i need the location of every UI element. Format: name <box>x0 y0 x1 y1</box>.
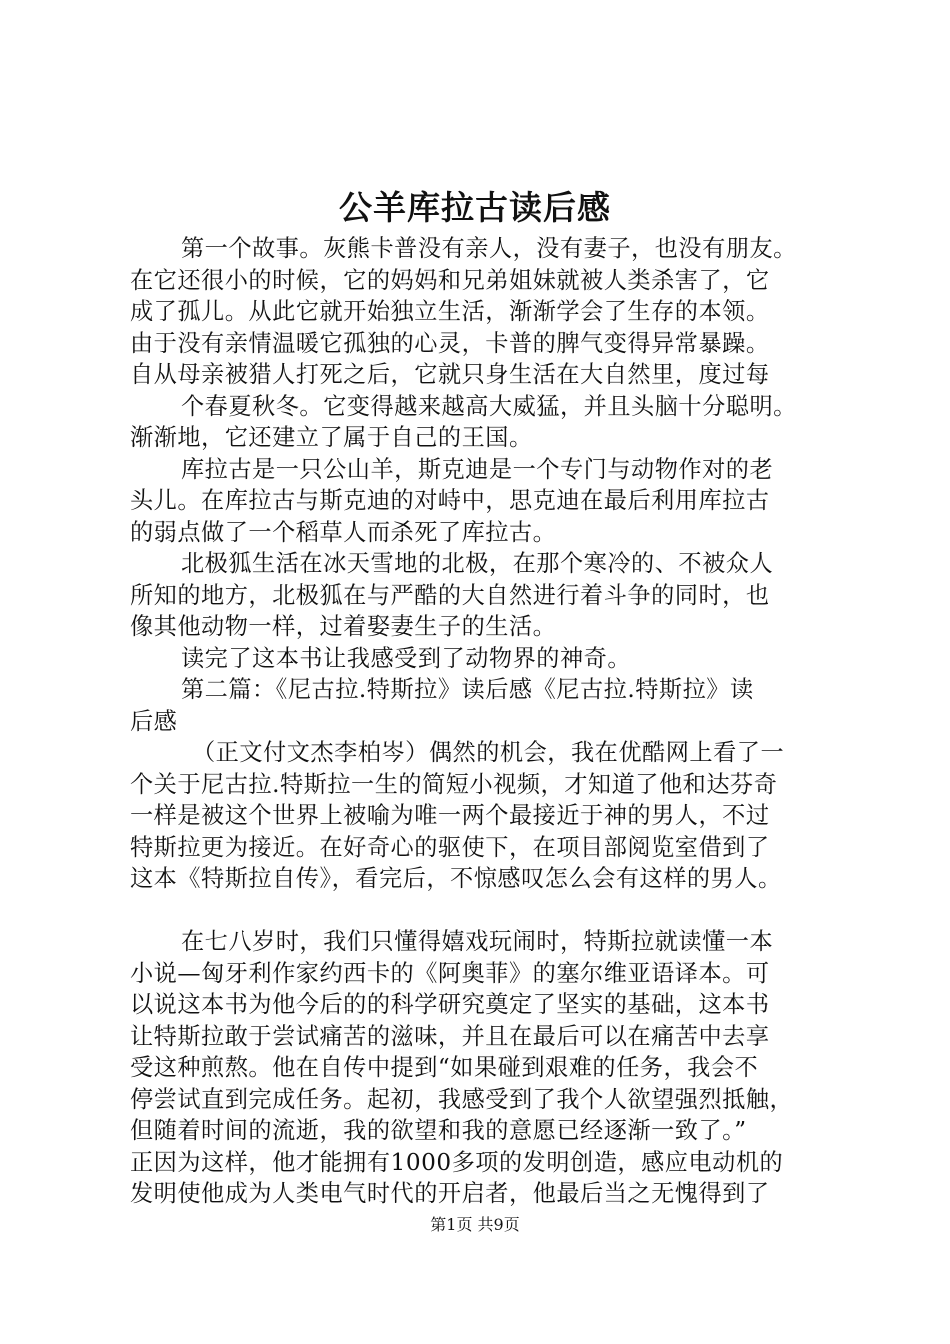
text-line: 读完了这本书让我感受到了动物界的神奇。 <box>181 644 632 672</box>
text-line: 在它还很小的时候，它的妈妈和兄弟姐妹就被人类杀害了，它 <box>130 266 770 294</box>
text-line: 让特斯拉敢于尝试痛苦的滋味，并且在最后可以在痛苦中去享 <box>130 1022 770 1050</box>
text-line: 特斯拉更为接近。在好奇心的驱使下，在项目部阅览室借到了 <box>130 833 770 861</box>
text-line: 发明使他成为人类电气时代的开启者，他最后当之无愧得到了 <box>130 1180 770 1207</box>
text-line: 个春夏秋冬。它变得越来越高大威猛，并且头脑十分聪明。 <box>181 392 797 420</box>
text-line: （正文付文杰李柏岑）偶然的机会，我在优酷网上看了一 <box>192 739 785 766</box>
text-line: 停尝试直到完成任务。起初，我感受到了我个人欲望强烈抵触， <box>130 1085 794 1113</box>
text-line: 头儿。在库拉古与斯克迪的对峙中，思克迪在最后利用库拉古 <box>130 487 770 514</box>
text-line: 个关于尼古拉.特斯拉一生的简短小视频，才知道了他和达芬奇 <box>130 770 778 798</box>
document-body <box>130 233 836 1210</box>
text-line: 一样是被这个世界上被喻为唯一两个最接近于神的男人，不过 <box>130 802 770 829</box>
text-line: 的弱点做了一个稻草人而杀死了库拉古。 <box>130 518 557 546</box>
text-line: 第一个故事。灰熊卡普没有亲人，没有妻子，也没有朋友。 <box>181 235 797 262</box>
text-line: 小说—匈牙利作家约西卡的《阿奥菲》的塞尔维亚语译本。可 <box>130 959 770 987</box>
text-line: 正因为这样，他才能拥有1000多项的发明创造，感应电动机的 <box>130 1148 784 1176</box>
text-line: 但随着时间的流逝，我的欲望和我的意愿已经逐渐一致了。” <box>130 1117 747 1144</box>
text-line: 第二篇：《尼古拉.特斯拉》读后感《尼古拉.特斯拉》读 <box>181 676 754 703</box>
text-line: 以说这本书为他今后的的科学研究奠定了坚实的基础，这本书 <box>130 991 770 1018</box>
text-line: 由于没有亲情温暖它孤独的心灵，卡普的脾气变得异常暴躁。 <box>130 329 770 357</box>
text-line: 北极狐生活在冰天雪地的北极，在那个寒冷的、不被众人 <box>181 550 774 577</box>
text-line: 库拉古是一只公山羊，斯克迪是一个专门与动物作对的老 <box>181 455 774 483</box>
text-line: 自从母亲被猎人打死之后，它就只身生活在大自然里，度过每 <box>130 361 770 388</box>
text-line: 像其他动物一样，过着娶妻生子的生活。 <box>130 613 557 640</box>
text-line: 这本《特斯拉自传》，看完后，不惊感叹怎么会有这样的男人。 <box>130 865 782 892</box>
text-line: 所知的地方，北极狐在与严酷的大自然进行着斗争的同时，也 <box>130 581 770 609</box>
blank-line <box>130 895 836 927</box>
document-title: 公羊库拉古读后感 <box>339 188 611 227</box>
text-line: 在七八岁时，我们只懂得嬉戏玩闹时，特斯拉就读懂一本 <box>181 928 774 955</box>
page-number: 第1页 共9页 <box>430 1215 520 1234</box>
text-line: 后感 <box>130 707 178 735</box>
text-line: 受这种煎熬。他在自传中提到“如果碰到艰难的任务，我会不 <box>130 1054 759 1081</box>
text-line: 成了孤儿。从此它就开始独立生活，渐渐学会了生存的本领。 <box>130 298 770 325</box>
text-line: 渐渐地，它还建立了属于自己的王国。 <box>130 424 533 451</box>
